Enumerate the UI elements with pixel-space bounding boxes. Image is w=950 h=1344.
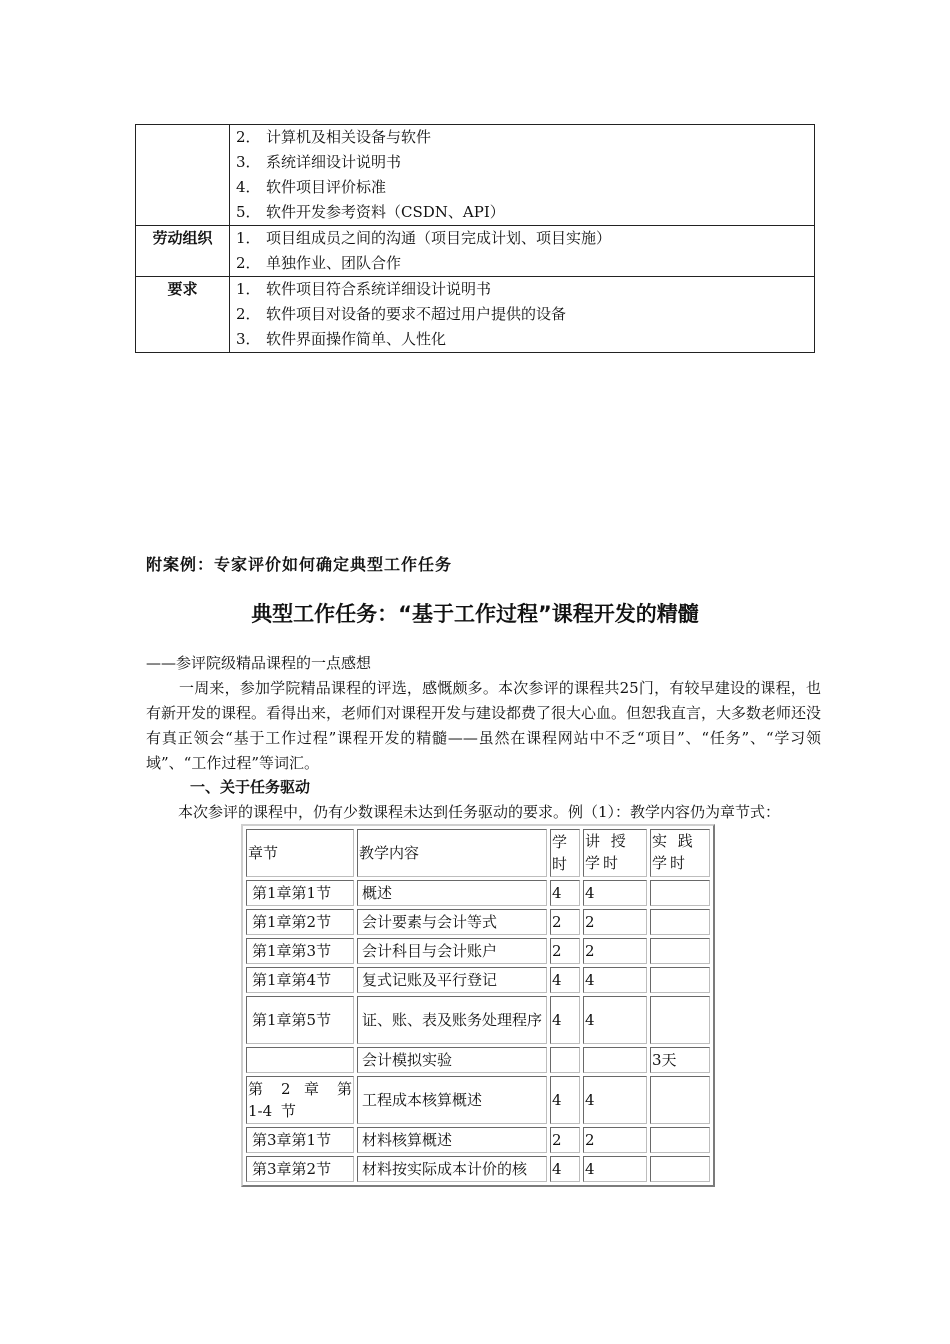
table-cell: 3天: [650, 1047, 710, 1073]
list-item-number: 1．: [236, 280, 261, 298]
table-cell: 第1章第4节: [246, 967, 354, 993]
list-item-text: 项目组成员之间的沟通（项目完成计划、项目实施）: [266, 229, 612, 247]
table-cell: [583, 1047, 647, 1073]
list-item-text: 软件项目对设备的要求不超过用户提供的设备: [266, 305, 567, 323]
row-items: [230, 125, 815, 226]
list-item-text: 软件项目符合系统详细设计说明书: [266, 280, 492, 298]
table-row: [246, 967, 710, 993]
list-item: [236, 200, 814, 225]
requirements-row: [136, 277, 815, 353]
list-item: [236, 150, 814, 175]
list-item-number: 3．: [236, 153, 261, 171]
table-cell: 4: [583, 996, 647, 1044]
list-item-number: 1．: [236, 229, 261, 247]
table-cell: 2: [550, 938, 580, 964]
table-row: [246, 1076, 710, 1124]
list-item-text: 软件项目评价标准: [266, 178, 387, 196]
table-cell: 2: [550, 909, 580, 935]
table-cell: [550, 1047, 580, 1073]
table-header-cell: 章节: [246, 829, 354, 877]
table-cell: 2: [583, 909, 647, 935]
intro-paragraph-text: 一周来，参加学院精品课程的评选，感慨颇多。本次参评的课程共25门，有较早建设的课程，也有新开发的课程。看得出来，老师们对课程开发与建设都费了很大心血。但恕我直言，大多数老师还没有真正领会“基于工作过程”课程开发的精髓——虽然在课程网站中不乏“项目”、“任务”、“学习领域”、“工作过程”等词汇。: [146, 679, 822, 772]
table-cell: 概述: [357, 880, 547, 906]
table-cell: [650, 1156, 710, 1182]
table-cell: [650, 880, 710, 906]
requirements-row: [136, 125, 815, 226]
list-item-number: 5．: [236, 203, 261, 221]
course-schedule-table: [241, 824, 715, 1187]
table-cell: 材料核算概述: [357, 1127, 547, 1153]
table-row: [246, 909, 710, 935]
list-item-text: 单独作业、团队合作: [266, 254, 402, 272]
article-subtitle: ——参评院级精品课程的一点感想: [146, 654, 372, 672]
table-cell: [650, 967, 710, 993]
table-cell: 4: [550, 996, 580, 1044]
requirements-row: [136, 226, 815, 277]
table-row: [246, 1047, 710, 1073]
list-item-number: 4．: [236, 178, 261, 196]
table-cell: 4: [583, 1156, 647, 1182]
table-cell: 复式记账及平行登记: [357, 967, 547, 993]
table-cell: 4: [550, 967, 580, 993]
list-item: [236, 302, 814, 327]
table-cell: 第1章第2节: [246, 909, 354, 935]
table-header-cell: 讲 授 学时: [583, 829, 647, 877]
table-cell: 证、账、表及账务处理程序: [357, 996, 547, 1044]
section-heading: 一、关于任务驱动: [190, 778, 311, 796]
table-header-cell: 实 践 学时: [650, 829, 710, 877]
table-header-cell: 教学内容: [357, 829, 547, 877]
table-cell: 会计模拟实验: [357, 1047, 547, 1073]
list-item-text: 系统详细设计说明书: [266, 153, 402, 171]
list-item-number: 2．: [236, 305, 261, 323]
row-items: [230, 226, 815, 277]
table-cell: 第1章第1节: [246, 880, 354, 906]
table-cell: 第3章第1节: [246, 1127, 354, 1153]
table-cell: 第1章第3节: [246, 938, 354, 964]
row-label: 要求: [136, 277, 230, 353]
table-cell: 4: [583, 1076, 647, 1124]
list-item-text: 软件开发参考资料（CSDN、API）: [266, 203, 505, 221]
table-cell: [650, 996, 710, 1044]
table-cell: 2: [583, 1127, 647, 1153]
table-cell: 工程成本核算概述: [357, 1076, 547, 1124]
list-item-text: 计算机及相关设备与软件: [266, 128, 432, 146]
table-row: [246, 938, 710, 964]
list-item: [236, 251, 814, 276]
table-cell: [650, 938, 710, 964]
table-cell: [650, 909, 710, 935]
list-item: [236, 125, 814, 150]
table-row: [246, 1127, 710, 1153]
list-item-text: 软件界面操作简单、人性化: [266, 330, 447, 348]
list-item-number: 3．: [236, 330, 261, 348]
table-row: [246, 880, 710, 906]
row-label: 劳动组织: [136, 226, 230, 277]
table-row: [246, 996, 710, 1044]
requirements-table: [135, 124, 815, 353]
appendix-heading: 附案例：专家评价如何确定典型工作任务: [146, 555, 453, 574]
table-cell: 2: [583, 938, 647, 964]
table-cell: [246, 1047, 354, 1073]
table-cell: 4: [550, 1156, 580, 1182]
table-cell: 4: [583, 967, 647, 993]
table-cell: 2: [550, 1127, 580, 1153]
table-cell: 材料按实际成本计价的核: [357, 1156, 547, 1182]
table-cell: 会计科目与会计账户: [357, 938, 547, 964]
list-item: [236, 175, 814, 200]
list-item-number: 2．: [236, 254, 261, 272]
table-row: [246, 1156, 710, 1182]
table-cell: 会计要素与会计等式: [357, 909, 547, 935]
table-header-cell: 学时: [550, 829, 580, 877]
table-cell: 4: [550, 880, 580, 906]
article-title: 典型工作任务：“基于工作过程”课程开发的精髓: [251, 602, 699, 626]
table-cell: [650, 1076, 710, 1124]
table-header-row: [246, 829, 710, 877]
list-item-number: 2．: [236, 128, 261, 146]
row-items: [230, 277, 815, 353]
section-paragraph: 本次参评的课程中，仍有少数课程未达到任务驱动的要求。例（1）：教学内容仍为章节式：: [178, 803, 781, 821]
table-cell: 4: [550, 1076, 580, 1124]
table-cell: 4: [583, 880, 647, 906]
list-item: [236, 327, 814, 352]
list-item: [236, 226, 814, 251]
table-cell: 第1章第5节: [246, 996, 354, 1044]
row-label: [136, 125, 230, 226]
table-cell: [650, 1127, 710, 1153]
intro-paragraph: [146, 676, 821, 776]
list-item: [236, 277, 814, 302]
table-cell: 第3章第2节: [246, 1156, 354, 1182]
table-cell: 第 2 章 第 1-4 节: [246, 1076, 354, 1124]
